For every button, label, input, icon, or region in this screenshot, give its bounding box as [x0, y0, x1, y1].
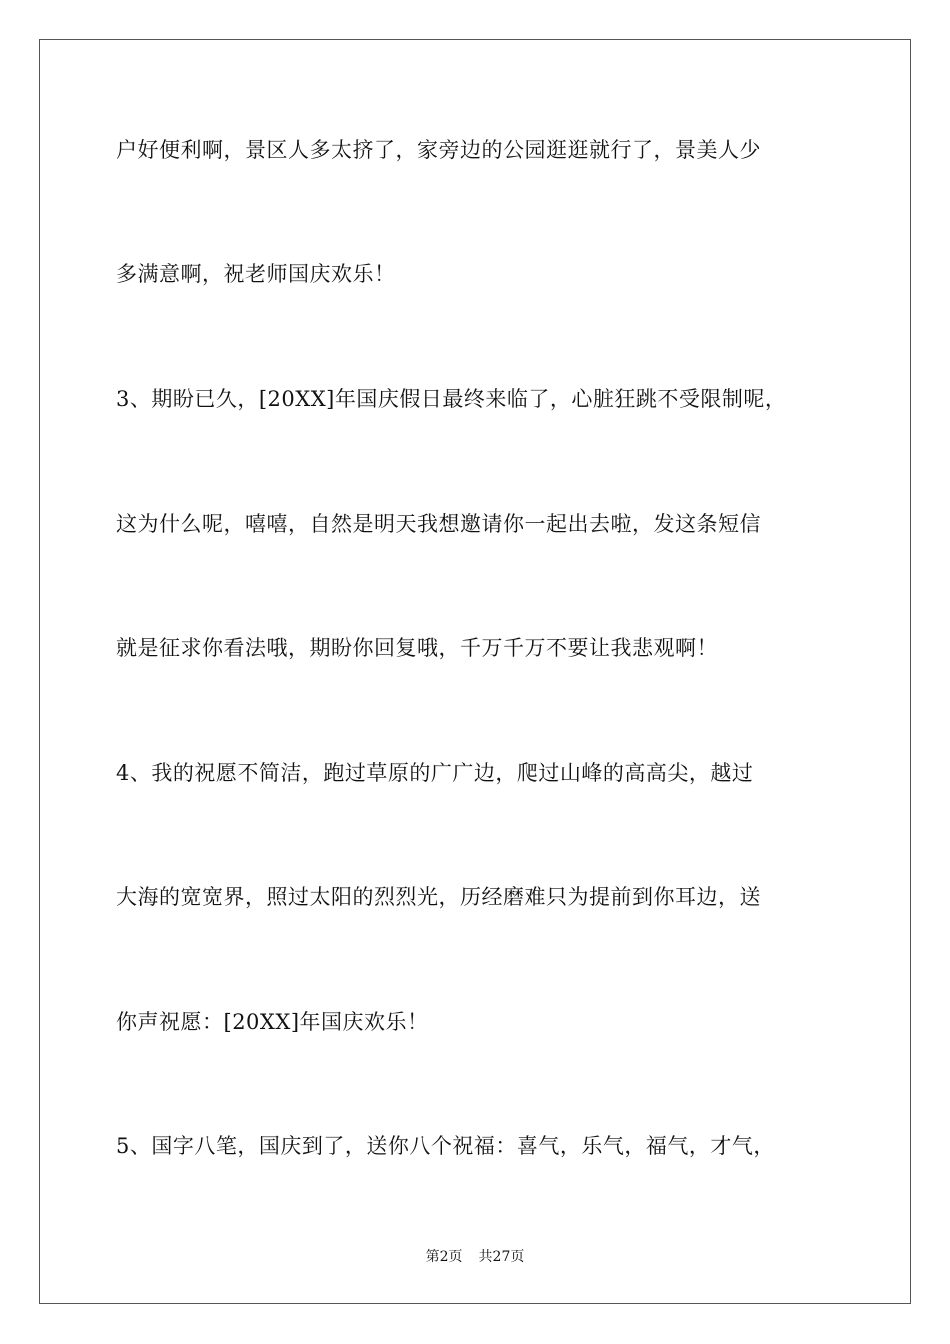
text-line: 这为什么呢，嘻嘻，自然是明天我想邀请你一起出去啦，发这条短信: [116, 512, 761, 536]
text-line: 就是征求你看法哦，期盼你回复哦，千万千万不要让我悲观啊！: [116, 636, 718, 660]
page-footer: [0, 1247, 950, 1267]
page-border: [39, 39, 911, 1304]
page-number: 第2页: [425, 1249, 463, 1265]
page-total: 共27页: [478, 1249, 525, 1265]
text-line: 你声祝愿：[20XX]年国庆欢乐！: [116, 1010, 429, 1034]
text-line: 大海的宽宽界，照过太阳的烈烈光，历经磨难只为提前到你耳边，送: [116, 885, 761, 909]
text-line: 多满意啊，祝老师国庆欢乐！: [116, 262, 396, 286]
text-line: 户好便利啊，景区人多太挤了，家旁边的公园逛逛就行了，景美人少: [116, 138, 761, 162]
text-line: 4、我的祝愿不简洁，跑过草原的广广边，爬过山峰的高高尖，越过: [116, 761, 754, 785]
text-line: 5、国字八笔，国庆到了，送你八个祝福：喜气，乐气，福气，才气，: [116, 1134, 775, 1158]
text-line: 3、期盼已久，[20XX]年国庆假日最终来临了，心脏狂跳不受限制呢，: [116, 387, 787, 411]
